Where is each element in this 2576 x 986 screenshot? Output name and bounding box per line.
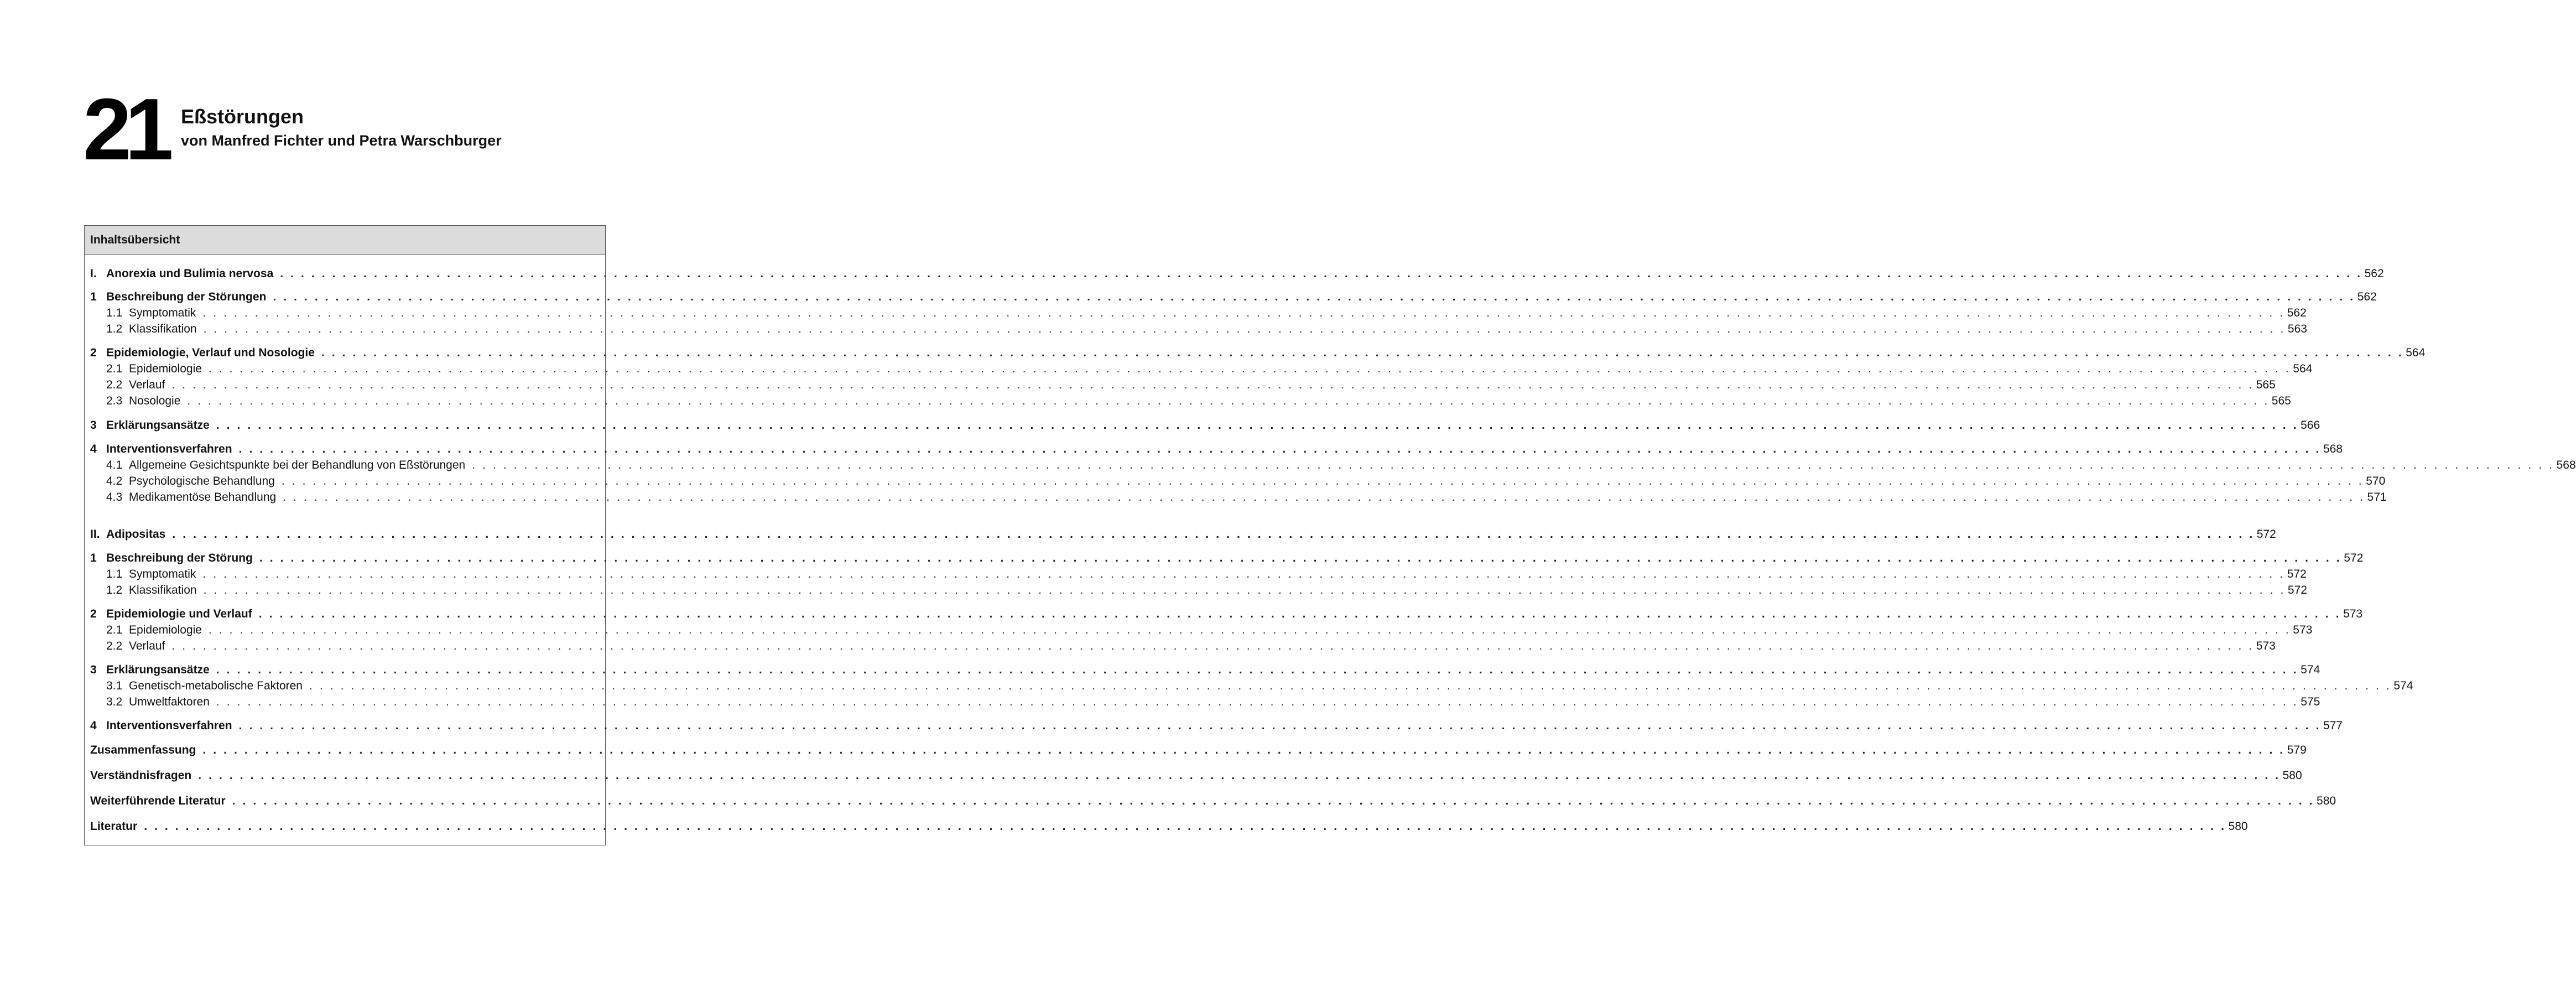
toc-entry-number: 1 [90,290,97,303]
toc-entry-number: 4 [90,443,97,455]
toc-entry [90,527,2276,542]
table-of-contents [84,225,2576,845]
toc-entry-number: 3 [90,419,97,432]
toc-entry-title: Anorexia und Bulimia nervosa [106,267,274,280]
toc-entry [90,819,2248,834]
toc-entry [90,607,2363,621]
toc-entry-title: Psychologische Behandlung [129,475,275,487]
toc-entry [106,394,2291,408]
toc-entry-page: 577 [2323,719,2343,732]
toc-entry-page: 574 [2393,679,2413,692]
toc-entry-title: Epidemiologie [129,624,202,636]
toc-entry-number: II. [90,528,100,541]
toc-entry-page: 563 [2287,323,2307,335]
toc-entry-title: Beschreibung der Störung [106,552,253,564]
toc-entry-number: 4 [90,719,97,732]
toc-entry-number: 2 [90,346,97,359]
toc-entry [106,583,2307,598]
toc-entry-number: 1.1 [106,568,123,580]
toc-entry-page: 573 [2293,624,2313,636]
dot-leader: . . . . . . . . . . . . . . . . . . . . . . . . . . . . . . . . . . . . . . . . . . . . . . . . . . . . . . . . . . . . . . . . . . . . . . . . . . . . . . . . . . . . . . . . . . . . . . . . . . . . . . . . . . . . . . . . . . . . . . . . . . . . . . . . . . . . . . . . . . . . . . . . . . . . . . . . . . . . . . . . . . . . . . . . . . . . . . . . . . . . . . . . . . . . . . . . . . . . . . . . [171,378,2254,391]
dot-leader: . . . . . . . . . . . . . . . . . . . . . . . . . . . . . . . . . . . . . . . . . . . . . . . . . . . . . . . . . . . . . . . . . . . . . . . . . . . . . . . . . . . . . . . . . . . . . . . . . . . . . . . . . . . . . . . . . . . . . . . . . . . . . . . . . . . . . . . . . . . . . . . . . . . . . . . . . . . . . . . . . . . . . . . . . . . . . . . . . . . . . . . . . . . . . . . . . . . . . . . . [208,362,2291,375]
toc-entry-number: 2.3 [106,395,123,407]
toc-entry-title: Epidemiologie [129,362,202,375]
toc-entry-title: Adipositas [106,528,166,541]
dot-leader: . . . . . . . . . . . . . . . . . . . . . . . . . . . . . . . . . . . . . . . . . . . . . . . . . . . . . . . . . . . . . . . . . . . . . . . . . . . . . . . . . . . . . . . . . . . . . . . . . . . . . . . . . . . . . . . . . . . . . . . . . . . . . . . . . . . . . . . . . . . . . . . . . . . . . . . . . . . . . . . . . . . . . . . . . . . . . . . . . . . . . . . . . . . . . . . . . . . . . . . . [203,584,2286,596]
toc-entry-number: 2.2 [106,640,123,652]
toc-entry-page: 562 [2287,307,2307,319]
toc-entry [106,362,2313,376]
toc-entry-number: 1 [90,552,97,564]
toc-entry [90,719,2343,733]
toc-entry-number: 4.3 [106,491,123,504]
toc-entry-title: Erklärungsansätze [106,419,210,432]
dot-leader: . . . . . . . . . . . . . . . . . . . . . . . . . . . . . . . . . . . . . . . . . . . . . . . . . . . . . . . . . . . . . . . . . . . . . . . . . . . . . . . . . . . . . . . . . . . . . . . . . . . . . . . . . . . . . . . . . . . . . . . . . . . . . . . . . . . . . . . . . . . . . . . . . . . . . . . . . . . . . . . . . . . . . . . . . . . . . . . . . . . . . . . . . . . . . . . . . . . . . . . . [216,663,2299,676]
dot-leader: . . . . . . . . . . . . . . . . . . . . . . . . . . . . . . . . . . . . . . . . . . . . . . . . . . . . . . . . . . . . . . . . . . . . . . . . . . . . . . . . . . . . . . . . . . . . . . . . . . . . . . . . . . . . . . . . . . . . . . . . . . . . . . . . . . . . . . . . . . . . . . . . . . . . . . . . . . . . . . . . . . . . . . . . . . . . . . . . . . . . . . . . . . . . . . . . . . . . . . . . [273,290,2355,303]
toc-entry-title: Verständnisfragen [90,769,192,782]
toc-entry-number: 1.2 [106,323,123,335]
dot-leader: . . . . . . . . . . . . . . . . . . . . . . . . . . . . . . . . . . . . . . . . . . . . . . . . . . . . . . . . . . . . . . . . . . . . . . . . . . . . . . . . . . . . . . . . . . . . . . . . . . . . . . . . . . . . . . . . . . . . . . . . . . . . . . . . . . . . . . . . . . . . . . . . . . . . . . . . . . . . . . . . . . . . . . . . . . . . . . . . . . . . . . . . . . . . . . . . . . . . . . . . [202,307,2285,319]
toc-entry [106,490,2387,505]
toc-entry [90,418,2320,433]
toc-entry-number: 4.2 [106,475,123,487]
toc-entry-page: 580 [2317,795,2336,807]
dot-leader: . . . . . . . . . . . . . . . . . . . . . . . . . . . . . . . . . . . . . . . . . . . . . . . . . . . . . . . . . . . . . . . . . . . . . . . . . . . . . . . . . . . . . . . . . . . . . . . . . . . . . . . . . . . . . . . . . . . . . . . . . . . . . . . . . . . . . . . . . . . . . . . . . . . . . . . . . . . . . . . . . . . . . . . . . . . . . . . . . . . . . . . . . . . . . . . . . . . . . . . . [208,624,2291,636]
toc-entry [90,743,2307,757]
toc-entry-title: Klassifikation [129,584,197,596]
dot-leader: . . . . . . . . . . . . . . . . . . . . . . . . . . . . . . . . . . . . . . . . . . . . . . . . . . . . . . . . . . . . . . . . . . . . . . . . . . . . . . . . . . . . . . . . . . . . . . . . . . . . . . . . . . . . . . . . . . . . . . . . . . . . . . . . . . . . . . . . . . . . . . . . . . . . . . . . . . . . . . . . . . . . . . . . . . . . . . . . . . . . . . . . . . . . . . . . . . . . . . . . [238,443,2321,455]
toc-entry-title: Klassifikation [129,323,197,335]
toc-entry-number: 3.2 [106,696,123,708]
toc-entry-page: 570 [2366,475,2386,487]
toc-entry-title: Interventionsverfahren [106,443,232,455]
toc-entry-page: 575 [2301,696,2320,708]
toc-entry [106,567,2307,582]
toc-entry-page: 574 [2301,663,2320,676]
toc-heading: Inhaltsübersicht [85,226,605,255]
toc-entry-page: 580 [2228,820,2248,833]
toc-entry-number: 1.1 [106,307,123,319]
dot-leader: . . . . . . . . . . . . . . . . . . . . . . . . . . . . . . . . . . . . . . . . . . . . . . . . . . . . . . . . . . . . . . . . . . . . . . . . . . . . . . . . . . . . . . . . . . . . . . . . . . . . . . . . . . . . . . . . . . . . . . . . . . . . . . . . . . . . . . . . . . . . . . . . . . . . . . . . . . . . . . . . . . . . . . . . . . . . . . . . . . . . . . . . . . . . . . . . . . . . . . . . [202,744,2285,756]
dot-leader: . . . . . . . . . . . . . . . . . . . . . . . . . . . . . . . . . . . . . . . . . . . . . . . . . . . . . . . . . . . . . . . . . . . . . . . . . . . . . . . . . . . . . . . . . . . . . . . . . . . . . . . . . . . . . . . . . . . . . . . . . . . . . . . . . . . . . . . . . . . . . . . . . . . . . . . . . . . . . . . . . . . . . . . . . . . . . . . . . . . . . . . . . . . . . . . . . . . . . . . . [259,552,2342,564]
toc-entry [90,769,2302,783]
toc-entry-title: Genetisch-metabolische Faktoren [129,679,303,692]
toc-entry-title: Epidemiologie, Verlauf und Nosologie [106,346,315,359]
dot-leader: . . . . . . . . . . . . . . . . . . . . . . . . . . . . . . . . . . . . . . . . . . . . . . . . . . . . . . . . . . . . . . . . . . . . . . . . . . . . . . . . . . . . . . . . . . . . . . . . . . . . . . . . . . . . . . . . . . . . . . . . . . . . . . . . . . . . . . . . . . . . . . . . . . . . . . . . . . . . . . . . . . . . . . . . . . . . . . . . . . . . . . . . . . . . . . . . . . . . . . . . [280,267,2362,280]
toc-entry-number: I. [90,267,97,280]
chapter-authors: von Manfred Fichter und Petra Warschburger [181,132,502,149]
dot-leader: . . . . . . . . . . . . . . . . . . . . . . . . . . . . . . . . . . . . . . . . . . . . . . . . . . . . . . . . . . . . . . . . . . . . . . . . . . . . . . . . . . . . . . . . . . . . . . . . . . . . . . . . . . . . . . . . . . . . . . . . . . . . . . . . . . . . . . . . . . . . . . . . . . . . . . . . . . . . . . . . . . . . . . . . . . . . . . . . . . . . . . . . . . . . . . . . . . . . . . . . [216,419,2299,432]
toc-entry-page: 572 [2287,584,2307,596]
toc-entry-page: 564 [2293,362,2313,375]
toc-entry [90,663,2320,677]
dot-leader: . . . . . . . . . . . . . . . . . . . . . . . . . . . . . . . . . . . . . . . . . . . . . . . . . . . . . . . . . . . . . . . . . . . . . . . . . . . . . . . . . . . . . . . . . . . . . . . . . . . . . . . . . . . . . . . . . . . . . . . . . . . . . . . . . . . . . . . . . . . . . . . . . . . . . . . . . . . . . . . . . . . . . . . . . . . . . . . . . . . . . . . . . . . . . . . . . . . . . . . . [258,608,2341,620]
toc-entry-page: 573 [2256,640,2276,652]
toc-entry [90,551,2364,565]
toc-entry-title: Nosologie [129,395,181,407]
toc-entry [90,346,2426,360]
toc-entry-page: 568 [2323,443,2343,455]
toc-entry-page: 572 [2344,552,2364,564]
dot-leader: . . . . . . . . . . . . . . . . . . . . . . . . . . . . . . . . . . . . . . . . . . . . . . . . . . . . . . . . . . . . . . . . . . . . . . . . . . . . . . . . . . . . . . . . . . . . . . . . . . . . . . . . . . . . . . . . . . . . . . . . . . . . . . . . . . . . . . . . . . . . . . . . . . . . . . . . . . . . . . . . . . . . . . . . . . . . . . . . . . . . . . . . . . . . . . . . . . . . . . . . [198,769,2281,782]
dot-leader: . . . . . . . . . . . . . . . . . . . . . . . . . . . . . . . . . . . . . . . . . . . . . . . . . . . . . . . . . . . . . . . . . . . . . . . . . . . . . . . . . . . . . . . . . . . . . . . . . . . . . . . . . . . . . . . . . . . . . . . . . . . . . . . . . . . . . . . . . . . . . . . . . . . . . . . . . . . . . . . . . . . . . . . . . . . . . . . . . . . . . . . . . . . . . . . . . . . . . . . . [232,795,2315,807]
toc-entry-page: 565 [2256,378,2276,391]
toc-entry-title: Epidemiologie und Verlauf [106,608,252,620]
dot-leader: . . . . . . . . . . . . . . . . . . . . . . . . . . . . . . . . . . . . . . . . . . . . . . . . . . . . . . . . . . . . . . . . . . . . . . . . . . . . . . . . . . . . . . . . . . . . . . . . . . . . . . . . . . . . . . . . . . . . . . . . . . . . . . . . . . . . . . . . . . . . . . . . . . . . . . . . . . . . . . . . . . . . . . . . . . . . . . . . . . . . . . . . . . . . . . . . . . . . . . . . [281,475,2364,487]
toc-entry-page: 572 [2256,528,2276,541]
toc-entry-page: 572 [2287,568,2307,580]
toc-entry-number: 2.1 [106,362,123,375]
chapter-title: Eßstörungen [181,105,304,128]
toc-entry-title: Verlauf [129,378,165,391]
toc-entry-title: Umweltfaktoren [129,696,210,708]
toc-entry-title: Weiterführende Literatur [90,795,226,807]
toc-entry-title: Zusammenfassung [90,744,196,756]
toc-entry [90,290,2377,304]
toc-entry-page: 568 [2556,459,2576,471]
toc-entry [90,267,2384,281]
dot-leader: . . . . . . . . . . . . . . . . . . . . . . . . . . . . . . . . . . . . . . . . . . . . . . . . . . . . . . . . . . . . . . . . . . . . . . . . . . . . . . . . . . . . . . . . . . . . . . . . . . . . . . . . . . . . . . . . . . . . . . . . . . . . . . . . . . . . . . . . . . . . . . . . . . . . . . . . . . . . . . . . . . . . . . . . . . . . . . . . . . . . . . . . . . . . . . . . . . . . . . . . [202,568,2285,580]
toc-entry [106,695,2320,709]
toc-entry [106,474,2386,489]
toc-entry [106,458,2576,473]
toc-entry-page: 580 [2282,769,2302,782]
dot-leader: . . . . . . . . . . . . . . . . . . . . . . . . . . . . . . . . . . . . . . . . . . . . . . . . . . . . . . . . . . . . . . . . . . . . . . . . . . . . . . . . . . . . . . . . . . . . . . . . . . . . . . . . . . . . . . . . . . . . . . . . . . . . . . . . . . . . . . . . . . . . . . . . . . . . . . . . . . . . . . . . . . . . . . . . . . . . . . . . . . . . . . . . . . . . . . . . . . . . . . . . [283,491,2365,504]
dot-leader: . . . . . . . . . . . . . . . . . . . . . . . . . . . . . . . . . . . . . . . . . . . . . . . . . . . . . . . . . . . . . . . . . . . . . . . . . . . . . . . . . . . . . . . . . . . . . . . . . . . . . . . . . . . . . . . . . . . . . . . . . . . . . . . . . . . . . . . . . . . . . . . . . . . . . . . . . . . . . . . . . . . . . . . . . . . . . . . . . . . . . . . . . . . . . . . . . . . . . . . . [172,528,2255,541]
dot-leader: . . . . . . . . . . . . . . . . . . . . . . . . . . . . . . . . . . . . . . . . . . . . . . . . . . . . . . . . . . . . . . . . . . . . . . . . . . . . . . . . . . . . . . . . . . . . . . . . . . . . . . . . . . . . . . . . . . . . . . . . . . . . . . . . . . . . . . . . . . . . . . . . . . . . . . . . . . . . . . . . . . . . . . . . . . . . . . . . . . . . . . . . . . . . . . . . . . . . . . . . [216,696,2299,708]
toc-entry-title: Verlauf [129,640,165,652]
dot-leader: . . . . . . . . . . . . . . . . . . . . . . . . . . . . . . . . . . . . . . . . . . . . . . . . . . . . . . . . . . . . . . . . . . . . . . . . . . . . . . . . . . . . . . . . . . . . . . . . . . . . . . . . . . . . . . . . . . . . . . . . . . . . . . . . . . . . . . . . . . . . . . . . . . . . . . . . . . . . . . . . . . . . . . . . . . . . . . . . . . . . . . . . . . . . . . . . . . . . . . . . [321,346,2404,359]
dot-leader: . . . . . . . . . . . . . . . . . . . . . . . . . . . . . . . . . . . . . . . . . . . . . . . . . . . . . . . . . . . . . . . . . . . . . . . . . . . . . . . . . . . . . . . . . . . . . . . . . . . . . . . . . . . . . . . . . . . . . . . . . . . . . . . . . . . . . . . . . . . . . . . . . . . . . . . . . . . . . . . . . . . . . . . . . . . . . . . . . . . . . . . . . . . . . . . . . . . . . . . . [187,395,2270,407]
toc-entry-title: Medikamentöse Behandlung [129,491,277,504]
toc-entry-page: 565 [2271,395,2291,407]
toc-entry [106,306,2307,320]
toc-entry-number: 2.1 [106,624,123,636]
toc-entry [106,639,2276,653]
toc-entry-page: 562 [2364,267,2384,280]
toc-entry-page: 566 [2301,419,2320,432]
toc-entry-title: Erklärungsansätze [106,663,210,676]
toc-entry [106,623,2313,637]
toc-entry-page: 573 [2343,608,2363,620]
toc-entry [106,378,2276,392]
dot-leader: . . . . . . . . . . . . . . . . . . . . . . . . . . . . . . . . . . . . . . . . . . . . . . . . . . . . . . . . . . . . . . . . . . . . . . . . . . . . . . . . . . . . . . . . . . . . . . . . . . . . . . . . . . . . . . . . . . . . . . . . . . . . . . . . . . . . . . . . . . . . . . . . . . . . . . . . . . . . . . . . . . . . . . . . . . . . . . . . . . . . . . . . . . . . . . . . . . . . . . . . [171,640,2254,652]
toc-entry-title: Allgemeine Gesichtspunkte bei der Behandlung von Eßstörungen [129,459,466,471]
toc-entry-number: 3 [90,663,97,676]
toc-entry-page: 562 [2357,290,2377,303]
toc-entry-number: 2 [90,608,97,620]
dot-leader: . . . . . . . . . . . . . . . . . . . . . . . . . . . . . . . . . . . . . . . . . . . . . . . . . . . . . . . . . . . . . . . . . . . . . . . . . . . . . . . . . . . . . . . . . . . . . . . . . . . . . . . . . . . . . . . . . . . . . . . . . . . . . . . . . . . . . . . . . . . . . . . . . . . . . . . . . . . . . . . . . . . . . . . . . . . . . . . . . . . . . . . . . . . . . . . . . . . . . . . . [203,323,2286,335]
chapter-number: 21 [83,81,167,178]
toc-entry-number: 3.1 [106,679,123,692]
dot-leader: . . . . . . . . . . . . . . . . . . . . . . . . . . . . . . . . . . . . . . . . . . . . . . . . . . . . . . . . . . . . . . . . . . . . . . . . . . . . . . . . . . . . . . . . . . . . . . . . . . . . . . . . . . . . . . . . . . . . . . . . . . . . . . . . . . . . . . . . . . . . . . . . . . . . . . . . . . . . . . . . . . . . . . . . . . . . . . . . . . . . . . . . . . . . . . . . . . . . . . . . [238,719,2321,732]
toc-entry [90,794,2336,808]
toc-entry-title: Literatur [90,820,138,833]
toc-entry-page: 571 [2367,491,2387,504]
toc-entry [106,322,2307,336]
toc-entry-title: Beschreibung der Störungen [106,290,267,303]
toc-entry-page: 579 [2287,744,2307,756]
toc-entry-title: Symptomatik [129,568,196,580]
toc-entry [90,442,2343,456]
toc-entry-page: 564 [2406,346,2426,359]
toc-entry-title: Symptomatik [129,307,196,319]
toc-entry-number: 2.2 [106,378,123,391]
dot-leader: . . . . . . . . . . . . . . . . . . . . . . . . . . . . . . . . . . . . . . . . . . . . . . . . . . . . . . . . . . . . . . . . . . . . . . . . . . . . . . . . . . . . . . . . . . . . . . . . . . . . . . . . . . . . . . . . . . . . . . . . . . . . . . . . . . . . . . . . . . . . . . . . . . . . . . . . . . . . . . . . . . . . . . . . . . . . . . . . . . . . . . . . . . . . . . . . . . . . . . . . [144,820,2226,833]
toc-entry-number: 1.2 [106,584,123,596]
toc-entry-title: Interventionsverfahren [106,719,232,732]
toc-entry-number: 4.1 [106,459,123,471]
dot-leader: . . . . . . . . . . . . . . . . . . . . . . . . . . . . . . . . . . . . . . . . . . . . . . . . . . . . . . . . . . . . . . . . . . . . . . . . . . . . . . . . . . . . . . . . . . . . . . . . . . . . . . . . . . . . . . . . . . . . . . . . . . . . . . . . . . . . . . . . . . . . . . . . . . . . . . . . . . . . . . . . . . . . . . . . . . . . . . . . . . . . . . . . . . . . . . . . . . . . . . . . [309,679,2392,692]
toc-entry [106,679,2413,693]
dot-leader: . . . . . . . . . . . . . . . . . . . . . . . . . . . . . . . . . . . . . . . . . . . . . . . . . . . . . . . . . . . . . . . . . . . . . . . . . . . . . . . . . . . . . . . . . . . . . . . . . . . . . . . . . . . . . . . . . . . . . . . . . . . . . . . . . . . . . . . . . . . . . . . . . . . . . . . . . . . . . . . . . . . . . . . . . . . . . . . . . . . . . . . . . . . . . . . . . . . . . . . . [472,459,2554,471]
